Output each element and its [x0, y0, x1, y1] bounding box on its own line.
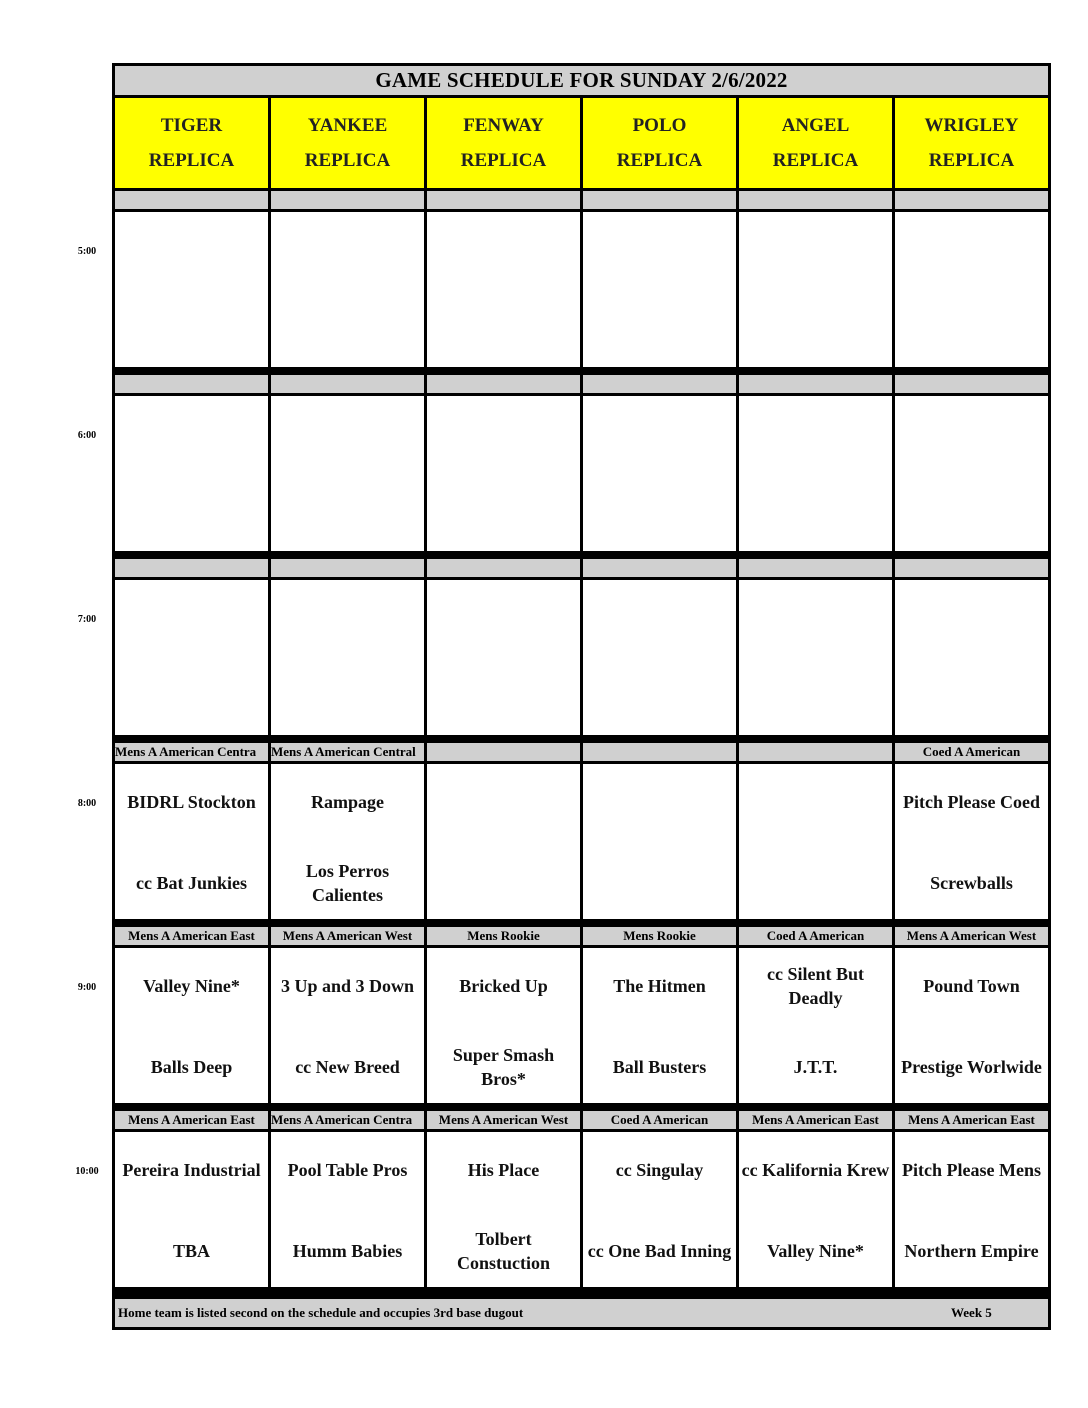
away-team	[271, 220, 424, 280]
home-team	[739, 669, 892, 729]
division-label: Mens A American East	[115, 927, 268, 945]
home-team	[739, 853, 892, 913]
away-team: BIDRL Stockton	[127, 792, 256, 812]
field-header	[739, 98, 892, 188]
away-team	[739, 588, 892, 648]
away-team	[583, 220, 736, 280]
away-team: cc Singulay	[615, 1160, 704, 1180]
field-sub: REPLICA	[772, 150, 859, 171]
home-team: Balls Deep	[150, 1057, 233, 1077]
home-team: Ball Busters	[612, 1057, 707, 1077]
away-team: cc Silent But Deadly	[767, 964, 864, 1008]
game-cell	[895, 580, 1048, 735]
home-team	[427, 485, 580, 545]
away-team: Pound Town	[923, 976, 1020, 996]
division-label: Coed A American	[739, 927, 892, 945]
division-label: Coed A American	[895, 743, 1048, 761]
field-header	[583, 98, 736, 188]
division-label	[739, 743, 892, 761]
division-label	[895, 191, 1048, 209]
division-label	[427, 743, 580, 761]
away-team: Valley Nine*	[143, 976, 240, 996]
division-label	[583, 191, 736, 209]
time-label: 5:00	[77, 246, 97, 257]
time-label: 6:00	[77, 430, 97, 441]
away-team	[271, 404, 424, 464]
away-team	[739, 772, 892, 832]
division-label	[271, 375, 424, 393]
time-label: 8:00	[77, 798, 97, 809]
away-team	[115, 220, 268, 280]
division-label: Mens A American West	[427, 1111, 580, 1129]
home-team: cc New Breed	[295, 1057, 400, 1077]
game-cell	[739, 212, 892, 367]
game-cell	[427, 396, 580, 551]
page-title: GAME SCHEDULE FOR SUNDAY 2/6/2022	[115, 66, 1048, 95]
field-name: YANKEE	[307, 115, 388, 136]
division-label: Mens A American East	[739, 1111, 892, 1129]
field-sub: REPLICA	[304, 150, 391, 171]
game-cell	[739, 764, 892, 919]
away-team: His Place	[467, 1160, 540, 1180]
week-label: Week 5	[951, 1305, 992, 1320]
home-team	[271, 669, 424, 729]
division-label	[271, 559, 424, 577]
game-cell	[895, 212, 1048, 367]
field-name: FENWAY	[463, 115, 544, 136]
away-team: Bricked Up	[459, 976, 548, 996]
field-sub: REPLICA	[928, 150, 1015, 171]
game-cell	[895, 764, 1048, 919]
game-cell	[271, 764, 424, 919]
away-team	[115, 588, 268, 648]
home-team: Northern Empire	[904, 1241, 1039, 1261]
game-cell	[583, 396, 736, 551]
division-label: Mens Rookie	[427, 927, 580, 945]
game-cell	[115, 764, 268, 919]
time-label: 7:00	[77, 614, 97, 625]
game-cell	[739, 396, 892, 551]
home-team: cc One Bad Inning	[587, 1241, 732, 1261]
schedule-table	[112, 63, 1051, 1330]
division-label	[739, 559, 892, 577]
division-label	[427, 191, 580, 209]
game-cell	[583, 948, 736, 1103]
game-cell	[739, 1132, 892, 1287]
game-cell	[271, 212, 424, 367]
division-label	[115, 559, 268, 577]
game-cell	[271, 948, 424, 1103]
game-cell	[115, 212, 268, 367]
time-label: 10:00	[75, 1166, 99, 1177]
home-team	[583, 669, 736, 729]
division-label: Mens A American West	[895, 927, 1048, 945]
game-cell	[115, 948, 268, 1103]
away-team	[583, 404, 736, 464]
game-cell	[895, 396, 1048, 551]
game-cell	[115, 580, 268, 735]
home-team	[739, 485, 892, 545]
home-team: Los Perros Calientes	[305, 861, 390, 905]
home-team: Valley Nine*	[767, 1241, 864, 1261]
field-header	[115, 98, 268, 188]
game-cell	[427, 764, 580, 919]
home-team	[427, 853, 580, 913]
division-label	[583, 743, 736, 761]
division-label: Mens Rookie	[583, 927, 736, 945]
division-label	[115, 191, 268, 209]
away-team	[895, 588, 1048, 648]
division-label	[895, 375, 1048, 393]
division-label: Mens A American West	[271, 927, 424, 945]
away-team	[427, 772, 580, 832]
away-team: The Hitmen	[613, 976, 706, 996]
division-label	[427, 559, 580, 577]
away-team	[739, 404, 892, 464]
game-cell	[895, 1132, 1048, 1287]
home-team	[115, 301, 268, 361]
field-sub: REPLICA	[148, 150, 235, 171]
game-cell	[427, 580, 580, 735]
home-team: Humm Babies	[292, 1241, 403, 1261]
home-team: Tolbert Constuction	[456, 1229, 550, 1273]
home-team: cc Bat Junkies	[135, 873, 247, 893]
home-team	[115, 669, 268, 729]
away-team: cc Kalifornia Krew	[741, 1160, 890, 1180]
away-team: Pitch Please Coed	[903, 792, 1040, 812]
field-name: POLO	[632, 115, 687, 136]
away-team	[583, 588, 736, 648]
field-name: ANGEL	[781, 115, 850, 136]
away-team	[115, 404, 268, 464]
home-team: Screwballs	[930, 873, 1013, 893]
home-team	[583, 485, 736, 545]
division-label	[895, 559, 1048, 577]
field-header	[427, 98, 580, 188]
division-label	[583, 559, 736, 577]
game-cell	[583, 580, 736, 735]
home-team: Super Smash Bros*	[452, 1045, 555, 1089]
game-cell	[739, 948, 892, 1103]
away-team	[427, 220, 580, 280]
game-cell	[115, 1132, 268, 1287]
field-sub: REPLICA	[460, 150, 547, 171]
home-team	[271, 301, 424, 361]
home-team	[583, 853, 736, 913]
game-cell	[583, 764, 736, 919]
away-team: Pool Table Pros	[287, 1160, 408, 1180]
field-header	[895, 98, 1048, 188]
away-team	[583, 772, 736, 832]
division-label	[115, 375, 268, 393]
away-team: Pereira Industrial	[122, 1160, 261, 1180]
home-team	[115, 485, 268, 545]
home-team	[895, 669, 1048, 729]
field-name: TIGER	[160, 115, 223, 136]
division-label: Mens A American Centra	[115, 743, 268, 761]
game-cell	[427, 1132, 580, 1287]
footer-note: Home team is listed second on the schedule and occupies 3rd base dugout	[118, 1305, 524, 1320]
footer-row	[115, 1299, 1048, 1327]
game-cell	[895, 948, 1048, 1103]
division-label: Mens A American Centra	[271, 1111, 424, 1129]
division-label: Coed A American	[583, 1111, 736, 1129]
away-team: Rampage	[311, 792, 384, 812]
field-name: WRIGLEY	[924, 115, 1019, 136]
away-team: 3 Up and 3 Down	[280, 976, 415, 996]
home-team	[427, 301, 580, 361]
away-team: Pitch Please Mens	[902, 1160, 1041, 1180]
home-team: J.T.T.	[793, 1057, 838, 1077]
game-cell	[427, 212, 580, 367]
division-label	[427, 375, 580, 393]
game-cell	[271, 396, 424, 551]
home-team: Prestige Worlwide	[901, 1057, 1042, 1077]
field-header	[271, 98, 424, 188]
away-team	[427, 588, 580, 648]
time-label: 9:00	[77, 982, 97, 993]
division-label	[271, 191, 424, 209]
division-label: Mens A American Central	[271, 743, 424, 761]
game-cell	[739, 580, 892, 735]
away-team	[895, 220, 1048, 280]
home-team	[271, 485, 424, 545]
division-label: Mens A American East	[115, 1111, 268, 1129]
game-cell	[583, 212, 736, 367]
game-cell	[427, 948, 580, 1103]
away-team	[895, 404, 1048, 464]
away-team	[271, 588, 424, 648]
away-team	[739, 220, 892, 280]
field-sub: REPLICA	[616, 150, 703, 171]
division-label	[739, 191, 892, 209]
division-label	[583, 375, 736, 393]
home-team	[739, 301, 892, 361]
home-team: TBA	[172, 1241, 210, 1261]
division-label	[739, 375, 892, 393]
home-team	[427, 669, 580, 729]
home-team	[583, 301, 736, 361]
game-cell	[271, 580, 424, 735]
division-label: Mens A American East	[895, 1111, 1048, 1129]
game-cell	[115, 396, 268, 551]
home-team	[895, 301, 1048, 361]
away-team	[427, 404, 580, 464]
game-cell	[583, 1132, 736, 1287]
home-team	[895, 485, 1048, 545]
game-cell	[271, 1132, 424, 1287]
